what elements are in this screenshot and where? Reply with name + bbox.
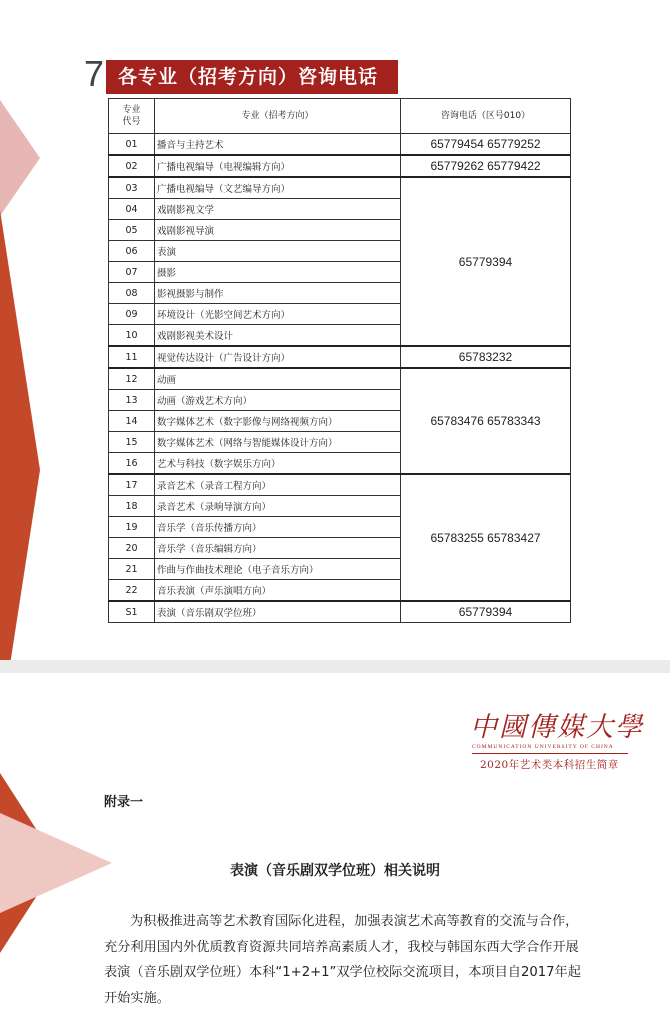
university-logo-calligraphy: 中國傳媒大學 (470, 712, 644, 743)
row-code: 12 (109, 368, 155, 390)
phone-cell: 65779262 65779422 (401, 155, 571, 177)
table-row (109, 134, 571, 156)
row-major: 动画 (155, 368, 401, 390)
table-header-row (109, 99, 571, 134)
row-major: 音乐学（音乐传播方向） (155, 517, 401, 538)
row-code: 05 (109, 220, 155, 241)
row-major: 录音艺术（录响导演方向） (155, 496, 401, 517)
logo-divider (472, 753, 628, 754)
row-major: 播音与主持艺术 (155, 134, 401, 156)
page-bottom (0, 673, 670, 1013)
row-code: 13 (109, 390, 155, 411)
row-major: 视觉传达设计（广告设计方向） (155, 346, 401, 368)
appendix-paragraph: 为积极推进高等艺术教育国际化进程，加强表演艺术高等教育的交流与合作，充分利用国内外优质教育资源共同培养高素质人才，我校与韩国东西大学合作开展表演（音乐剧双学位班）本科“1+2+1”双学位校际交流项目，本项目自2017年起开始实施。 (104, 914, 581, 1006)
row-code: 11 (109, 346, 155, 368)
table-row (109, 368, 571, 390)
table-row (109, 601, 571, 623)
header-code-text: 专业 代号 (122, 105, 141, 127)
row-code: 15 (109, 432, 155, 453)
row-major: 影视摄影与制作 (155, 283, 401, 304)
row-major: 音乐学（音乐编辑方向） (155, 538, 401, 559)
row-code: 04 (109, 199, 155, 220)
row-code: 17 (109, 474, 155, 496)
table-row (109, 346, 571, 368)
header-major: 专业（招考方向） (155, 99, 401, 134)
row-code: 19 (109, 517, 155, 538)
appendix-title: 表演（音乐剧双学位班）相关说明 (230, 863, 440, 879)
row-major: 戏剧影视美术设计 (155, 325, 401, 347)
phone-cell: 65783476 65783343 (401, 368, 571, 474)
row-major: 表演 (155, 241, 401, 262)
table-row (109, 155, 571, 177)
section-number: 7 (84, 53, 105, 94)
row-code: 20 (109, 538, 155, 559)
row-code: 09 (109, 304, 155, 325)
row-code: 03 (109, 177, 155, 199)
brochure-subtitle: 2020年艺术类本科招生简章 (480, 759, 619, 771)
appendix-label: 附录一 (104, 795, 144, 810)
section-title: 各专业（招考方向）咨询电话 (118, 66, 379, 88)
page-separator (0, 660, 670, 673)
decorative-triangle-red (0, 210, 40, 660)
phone-cell: 65779394 (401, 177, 571, 346)
row-major: 音乐表演（声乐演唱方向） (155, 580, 401, 602)
row-major: 艺术与科技（数字娱乐方向） (155, 453, 401, 475)
row-code: 02 (109, 155, 155, 177)
phone-cell: 65783232 (401, 346, 571, 368)
row-major: 戏剧影视文学 (155, 199, 401, 220)
phone-cell: 65783255 65783427 (401, 474, 571, 601)
row-major: 戏剧影视导演 (155, 220, 401, 241)
row-major: 表演（音乐剧双学位班） (155, 601, 401, 623)
phone-cell: 65779454 65779252 (401, 134, 571, 156)
decorative-triangle-pink (0, 100, 40, 216)
row-code: 07 (109, 262, 155, 283)
table-row (109, 474, 571, 496)
row-major: 广播电视编导（文艺编导方向） (155, 177, 401, 199)
row-major: 环境设计（光影空间艺术方向） (155, 304, 401, 325)
row-code: 16 (109, 453, 155, 475)
row-code: 21 (109, 559, 155, 580)
row-code: S1 (109, 601, 155, 623)
row-code: 08 (109, 283, 155, 304)
row-code: 18 (109, 496, 155, 517)
row-major: 数字媒体艺术（网络与智能媒体设计方向） (155, 432, 401, 453)
row-code: 10 (109, 325, 155, 347)
table-row (109, 177, 571, 199)
row-major: 录音艺术（录音工程方向） (155, 474, 401, 496)
row-code: 14 (109, 411, 155, 432)
row-code: 01 (109, 134, 155, 156)
header-code (109, 99, 155, 134)
row-major: 广播电视编导（电视编辑方向） (155, 155, 401, 177)
contact-phone-table (108, 98, 571, 623)
row-code: 22 (109, 580, 155, 602)
row-major: 动画（游戏艺术方向） (155, 390, 401, 411)
row-major: 摄影 (155, 262, 401, 283)
university-logo-english: COMMUNICATION UNIVERSITY OF CHINA (472, 744, 614, 750)
row-major: 作曲与作曲技术理论（电子音乐方向） (155, 559, 401, 580)
header-phone: 咨询电话（区号010） (401, 99, 571, 134)
row-major: 数字媒体艺术（数字影像与网络视频方向） (155, 411, 401, 432)
phone-cell: 65779394 (401, 601, 571, 623)
row-code: 06 (109, 241, 155, 262)
